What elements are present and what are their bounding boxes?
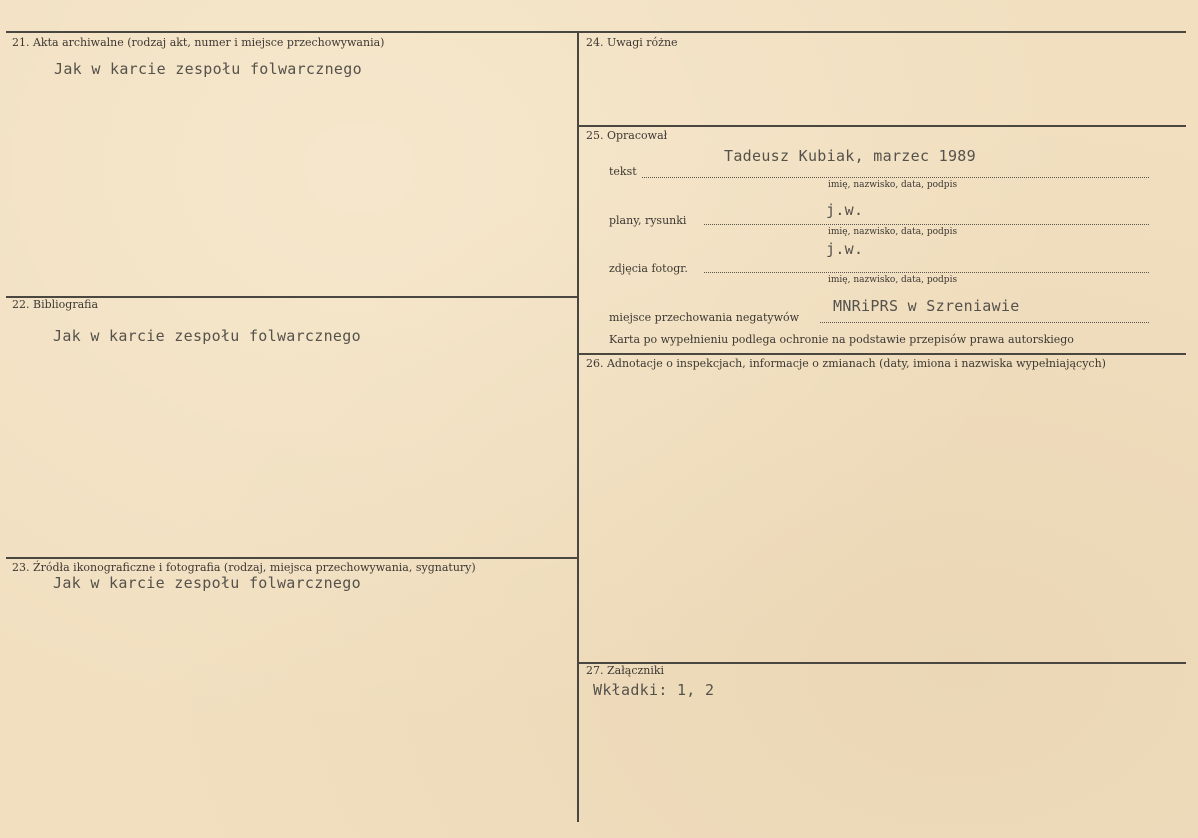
- tekst-value[interactable]: Tadeusz Kubiak, marzec 1989: [724, 147, 976, 165]
- section-23-label: 23. Źródła ikonograficzne i fotografia (rodzaj, miejsca przechowywania, sygnatury): [12, 561, 476, 574]
- section-25-label: 25. Opracował: [586, 129, 668, 142]
- tekst-line: [642, 177, 1149, 178]
- center-divider: [577, 32, 579, 822]
- plany-label: plany, rysunki: [609, 214, 687, 227]
- divider-24-25: [578, 125, 1186, 127]
- negatywy-label: miejsce przechowania negatywów: [609, 311, 800, 324]
- zdjecia-caption: imię, nazwisko, data, podpis: [828, 275, 958, 285]
- tekst-label: tekst: [609, 165, 637, 178]
- section-23-value[interactable]: Jak w karcie zespołu folwarcznego: [53, 574, 361, 592]
- copyright-note: Karta po wypełnieniu podlega ochronie na podstawie przepisów prawa autorskiego: [609, 333, 1074, 346]
- zdjecia-label: zdjęcia fotogr.: [609, 262, 688, 275]
- zdjecia-line: [704, 272, 1149, 273]
- section-27-label: 27. Załączniki: [586, 664, 665, 677]
- section-24-label: 24. Uwagi różne: [586, 36, 678, 49]
- section-22-label: 22. Bibliografia: [12, 298, 99, 311]
- section-21-value[interactable]: Jak w karcie zespołu folwarcznego: [54, 60, 362, 78]
- divider-25-26: [578, 353, 1186, 355]
- section-27-value[interactable]: Wkładki: 1, 2: [593, 681, 715, 699]
- plany-value[interactable]: j.w.: [826, 201, 864, 219]
- negatywy-line: [820, 322, 1149, 323]
- zdjecia-value[interactable]: j.w.: [826, 240, 864, 258]
- plany-caption: imię, nazwisko, data, podpis: [828, 227, 958, 237]
- tekst-caption: imię, nazwisko, data, podpis: [828, 180, 958, 190]
- divider-22-23: [6, 557, 578, 559]
- negatywy-value[interactable]: MNRiPRS w Szreniawie: [833, 297, 1020, 315]
- section-21-label: 21. Akta archiwalne (rodzaj akt, numer i miejsce przechowywania): [12, 36, 385, 49]
- plany-line: [704, 224, 1149, 225]
- section-22-value[interactable]: Jak w karcie zespołu folwarcznego: [53, 327, 361, 345]
- divider-26-27: [578, 662, 1186, 664]
- top-border: [6, 31, 1186, 33]
- section-26-label: 26. Adnotacje o inspekcjach, informacje o zmianach (daty, imiona i nazwiska wypełniających): [586, 357, 1106, 370]
